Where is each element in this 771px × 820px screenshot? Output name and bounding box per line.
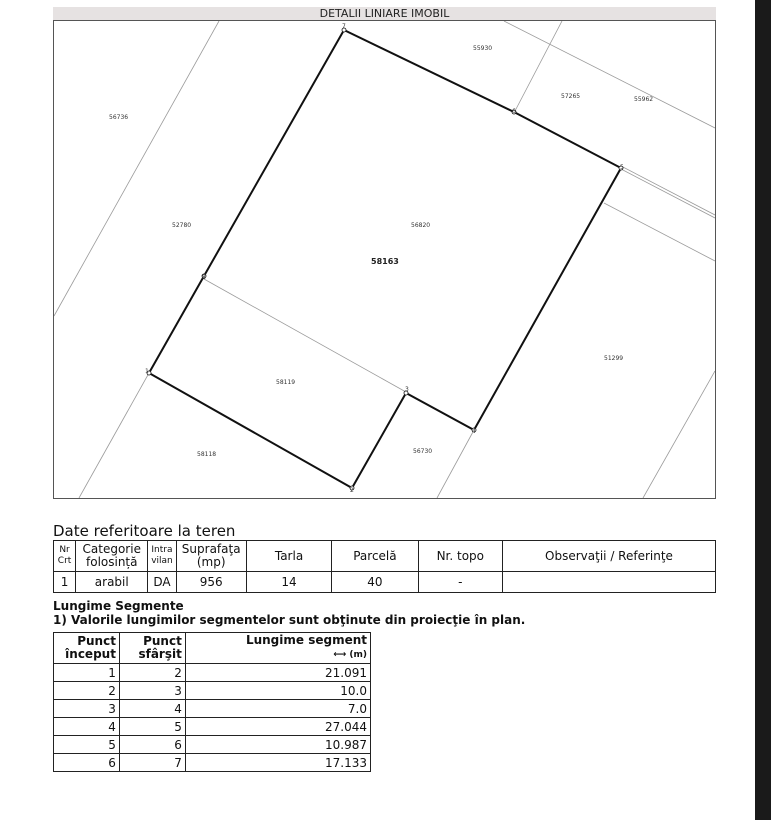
- boundary-line: [437, 430, 474, 498]
- table-row: [54, 664, 371, 682]
- header-tarla: Tarla: [246, 541, 331, 572]
- boundary-line: [204, 279, 406, 392]
- cell-nr-topo: -: [418, 572, 502, 593]
- table-header-row: [54, 541, 716, 572]
- header-lungime-label: Lungime segment: [245, 633, 367, 647]
- parcel-label: 58118: [197, 451, 217, 458]
- header-parcela: Parcelă: [332, 541, 418, 572]
- parcel-label: 55930: [473, 45, 493, 52]
- point-number: 2: [350, 487, 354, 494]
- cell-end: 7: [119, 754, 185, 772]
- table-row: [54, 736, 371, 754]
- segments-table: [53, 632, 371, 772]
- cell-length: 10.0: [185, 682, 370, 700]
- header-punct-inceput: Punct început: [54, 633, 120, 664]
- boundary-line: [621, 169, 715, 218]
- parcel-label: 52780: [172, 222, 192, 229]
- table-row: [54, 718, 371, 736]
- boundary-line: [515, 21, 562, 111]
- table-row: [54, 754, 371, 772]
- header-suprafata: Suprafaţa (mp): [176, 541, 246, 572]
- header-punct-sfarsit: Punct sfârşit: [119, 633, 185, 664]
- cell-start: 5: [54, 736, 120, 754]
- land-data-table: [53, 540, 716, 593]
- cell-suprafata: 956: [176, 572, 246, 593]
- map-drawing: [54, 21, 715, 498]
- parcel-label: 55962: [634, 96, 654, 103]
- boundary-line: [504, 21, 715, 128]
- cell-length: 7.0: [185, 700, 370, 718]
- right-edge-bar: [755, 0, 771, 820]
- table-row: [54, 572, 716, 593]
- main-parcel-label: 58163: [371, 257, 399, 266]
- cadastral-map: [53, 20, 716, 499]
- cell-length: 27.044: [185, 718, 370, 736]
- point-number: 5: [620, 164, 624, 171]
- boundary-line: [79, 373, 149, 498]
- cell-end: 6: [119, 736, 185, 754]
- cell-observatii: [502, 572, 715, 593]
- unit-label: (m): [349, 650, 367, 660]
- cell-end: 4: [119, 700, 185, 718]
- cell-intravilan: DA: [148, 572, 176, 593]
- parcel-label: 58119: [276, 379, 296, 386]
- header-lungime-unit: ⟷ (m): [333, 650, 367, 660]
- parcel-label: 56820: [411, 222, 431, 229]
- parcel-label: 51299: [604, 355, 624, 362]
- table-row: [54, 700, 371, 718]
- boundary-line: [54, 21, 219, 316]
- header-nr-crt: Nr Crt: [54, 541, 76, 572]
- header-observatii: Observaţii / Referinţe: [502, 541, 715, 572]
- point-number: 6: [512, 108, 516, 115]
- parcel-label: 56730: [413, 448, 433, 455]
- cell-start: 2: [54, 682, 120, 700]
- cell-length: 10.987: [185, 736, 370, 754]
- map-title: DETALII LINIARE IMOBIL: [53, 7, 716, 20]
- header-intravilan: Intra vilan: [148, 541, 176, 572]
- cell-end: 3: [119, 682, 185, 700]
- cell-end: 2: [119, 664, 185, 682]
- boundary-line: [604, 203, 715, 261]
- cell-length: 21.091: [185, 664, 370, 682]
- cell-start: 1: [54, 664, 120, 682]
- boundary-line: [621, 166, 715, 215]
- header-lungime-segment: [185, 633, 370, 664]
- cell-nr-crt: 1: [54, 572, 76, 593]
- table-header-row: [54, 633, 371, 664]
- point-number: 7: [342, 23, 346, 30]
- cell-categorie: arabil: [76, 572, 148, 593]
- segments-note: 1) Valorile lungimilor segmentelor sunt obţinute din proiecţie în plan.: [53, 613, 526, 627]
- parcel-label: 57265: [561, 93, 581, 100]
- point-number: 4: [472, 428, 476, 435]
- parcel-label: 56736: [109, 114, 129, 121]
- cell-start: 4: [54, 718, 120, 736]
- point-number: 1: [145, 368, 149, 375]
- boundary-line: [643, 371, 715, 498]
- cell-start: 6: [54, 754, 120, 772]
- cell-length: 17.133: [185, 754, 370, 772]
- cell-parcela: 40: [332, 572, 418, 593]
- point-number: 8: [202, 274, 206, 281]
- cell-tarla: 14: [246, 572, 331, 593]
- point-number: 3: [405, 386, 409, 393]
- header-nr-topo: Nr. topo: [418, 541, 502, 572]
- segments-title: Lungime Segmente: [53, 599, 184, 613]
- land-data-title: Date referitoare la teren: [53, 522, 236, 540]
- cell-end: 5: [119, 718, 185, 736]
- table-row: [54, 682, 371, 700]
- header-categorie: Categorie folosință: [76, 541, 148, 572]
- cell-start: 3: [54, 700, 120, 718]
